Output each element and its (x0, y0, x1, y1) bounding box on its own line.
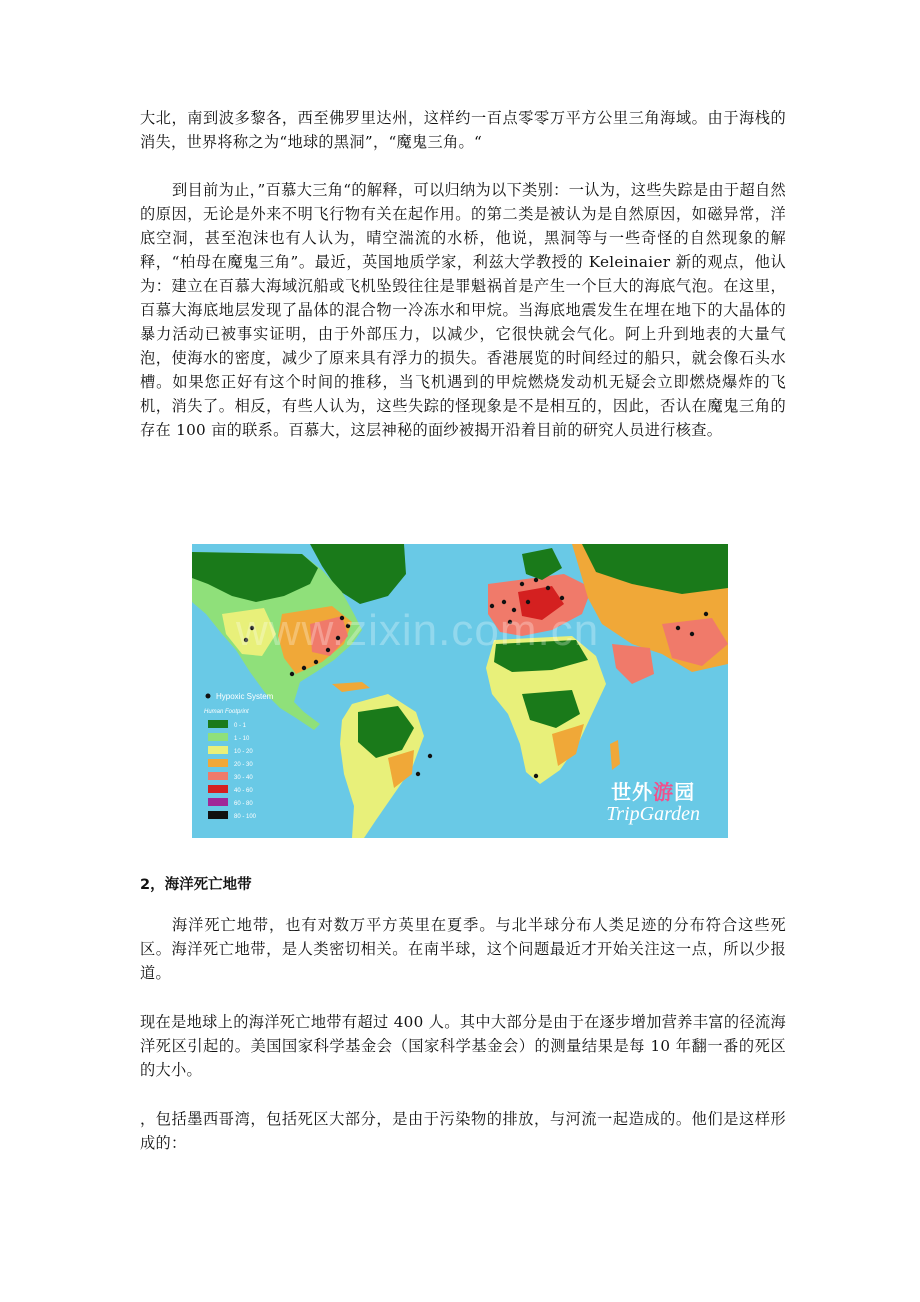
brand-en: TripGarden (606, 803, 700, 825)
legend-swatch (208, 759, 228, 767)
legend-label: 40 - 60 (234, 788, 253, 794)
paragraph-dead-zone-count: 现在是地球上的海洋死亡地带有超过 400 人。其中大部分是由于在逐步增加营养丰富的径流海洋死区引起的。美国国家科学基金会（国家科学基金会）的测量结果是每 10 年翻一番的死区的大小。 (140, 1013, 786, 1079)
section-heading: 2，海洋死亡地带 (140, 877, 252, 893)
paragraph-dead-zones: 海洋死亡地带，也有对数万平方英里在夏季。与北半球分布人类足迹的分布符合这些死区。海洋死亡地带，是人类密切相关。在南半球，这个问题最近才开始关注这一点，所以少报道。 (140, 916, 786, 982)
legend-label: 0 - 1 (234, 723, 247, 729)
world-map-figure (192, 544, 728, 838)
legend-swatch (208, 746, 228, 754)
brand-cn-part-1: 世外 (611, 780, 654, 804)
legend-label: 60 - 80 (234, 801, 253, 807)
legend-label: 1 - 10 (234, 736, 250, 742)
legend-label: 10 - 20 (234, 749, 253, 755)
legend-footprint-label: Human Footprint (204, 709, 249, 715)
paragraph-bermuda-explanations: 到目前为止，”百慕大三角“的解释，可以归纳为以下类别：一认为，这些失踪是由于超自然的原因，无论是外来不明飞行物有关在起作用。的第二类是被认为是自然原因，如磁异常，洋底空洞，甚至泡沫也有人认为，晴空湍流的水桥，他说，黑洞等与一些奇怪的自然现象的解释，“柏母在魔鬼三角”。最近，英国地质学家，利兹大学教授的 Keleinaier 新的观点，他认为：建立在百慕大海域沉船或飞机坠毁往往是罪魁祸首是产生一个巨大的海底气泡。在这里，百慕大海底地层发现了晶体的混合物一冷冻水和甲烷。当海底地震发生在埋在地下的大晶体的暴力活动已被事实证明，由于外部压力，以减少，它很快就会气化。阿上升到地表的大量气泡，使海水的密度，减少了原来具有浮力的损失。香港展览的时间经过的船只，就会像石头水槽。如果您正好有这个时间的推移，当飞机遇到的甲烷燃烧发动机无疑会立即燃烧爆炸的飞机，消失了。相反，有些人认为，这些失踪的怪现象是不是相互的，因此，否认在魔鬼三角的存在 100 亩的联系。百慕大，这层神秘的面纱被揭开沿着目前的研究人员进行核查。 (140, 181, 786, 439)
legend-swatch (208, 720, 228, 728)
legend-label: 20 - 30 (234, 762, 253, 768)
legend-hypoxic-label: Hypoxic System (216, 692, 274, 701)
watermark-text: www.zixin.com.cn (236, 606, 600, 655)
brand-cn-part-3: 园 (674, 780, 696, 804)
paragraph-gulf-of-mexico: ，包括墨西哥湾，包括死区大部分，是由于污染物的排放，与河流一起造成的。他们是这样形成的： (140, 1110, 786, 1152)
brand-logo (606, 776, 700, 826)
legend-swatch (208, 785, 228, 793)
paragraph-bermuda-intro: 大北，南到波多黎各，西至佛罗里达州，这样约一百点零零万平方公里三角海域。由于海栈的消失，世界将称之为“地球的黑洞”，“魔鬼三角。“ (140, 109, 786, 151)
brand-cn-part-2: 游 (653, 780, 675, 804)
legend-label: 80 - 100 (234, 814, 257, 820)
legend-swatch (208, 811, 228, 819)
brand-cn (606, 776, 700, 805)
legend-swatch (208, 733, 228, 741)
legend-swatch (208, 798, 228, 806)
legend-swatch (208, 772, 228, 780)
legend-label: 30 - 40 (234, 775, 253, 781)
hypoxic-legend-dot (206, 694, 211, 699)
